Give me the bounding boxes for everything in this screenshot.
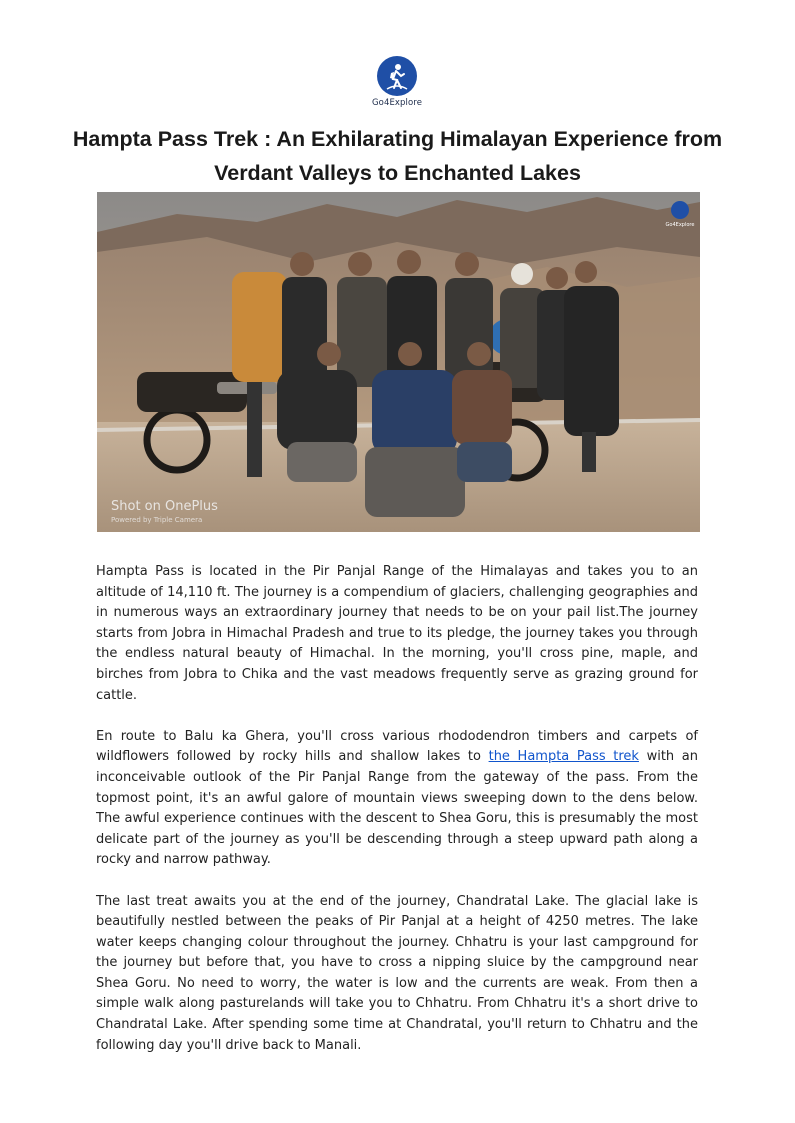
photo-watermark-line1: Shot on OnePlus bbox=[111, 499, 218, 514]
group-photo bbox=[97, 192, 700, 532]
paragraph-3: The last treat awaits you at the end of the journey, Chandratal Lake. The glacial lake is beautifully nestled between the peaks of Pir Panjal at a height of 4250 metres. The lake water keeps changing colour throughout the journey. Chhatru is your last campground for the journey but before that, you have to cross a nipping sluice by the campground near Shea Goru. No need to worry, the water is low and the currents are weak. From then a simple walk along pasturelands will take you to Chhatru. From Chhatru it's a short drive to Chandratal Lake. After spending some time at Chandratal, you'll return to Chhatru and the following day you'll drive back to Manali. bbox=[96, 893, 698, 1053]
paragraph-2-start: En route to Balu ka Ghera, you'll cross various rhododendron timbers and carpets of wildflowers followed by rocky hills and shallow lakes to bbox=[96, 728, 698, 765]
paragraph-1: Hampta Pass is located in the Pir Panjal Range of the Himalayas and takes you to an altitude of 14,110 ft. The journey is a compendium of glaciers, challenging geographies and in numerous ways an extraordinary journey that needs to be on your pail list.The journey starts from Jobra in Himachal Pradesh and true to its pledge, the journey takes you through the endless natural beauty of Himachal. In the morning, you'll cross pine, maple, and birches from Jobra to Chika and the vast meadows frequently serve as grazing ground for cattle. bbox=[96, 564, 698, 703]
photo-watermark-line2: Powered by Triple Camera bbox=[111, 516, 203, 524]
paragraph-2-end: with an inconceivable outlook of the Pir Panjal Range from the gateway of the pass. From the topmost point, it's an awful galore of mountain views sweeping down to the dens below. The awful experience continues with the descent to Shea Goru, this is presumably the most delicate part of the journey as you'll be descending through a steep upward path along a rocky and narrow pathway. bbox=[96, 749, 698, 868]
article-body bbox=[96, 562, 698, 1077]
brand-logo bbox=[367, 56, 427, 112]
corner-logo-text: Go4Explore bbox=[665, 222, 695, 228]
paragraph-2 bbox=[96, 727, 698, 871]
hiker-icon bbox=[377, 56, 417, 96]
hampta-pass-trek-link[interactable]: the Hampta Pass trek bbox=[488, 749, 639, 765]
logo-text: Go4Explore bbox=[371, 98, 423, 108]
page-title: Hampta Pass Trek : An Exhilarating Himalayan Experience from Verdant Valleys to Enchanted Lakes bbox=[72, 127, 723, 185]
